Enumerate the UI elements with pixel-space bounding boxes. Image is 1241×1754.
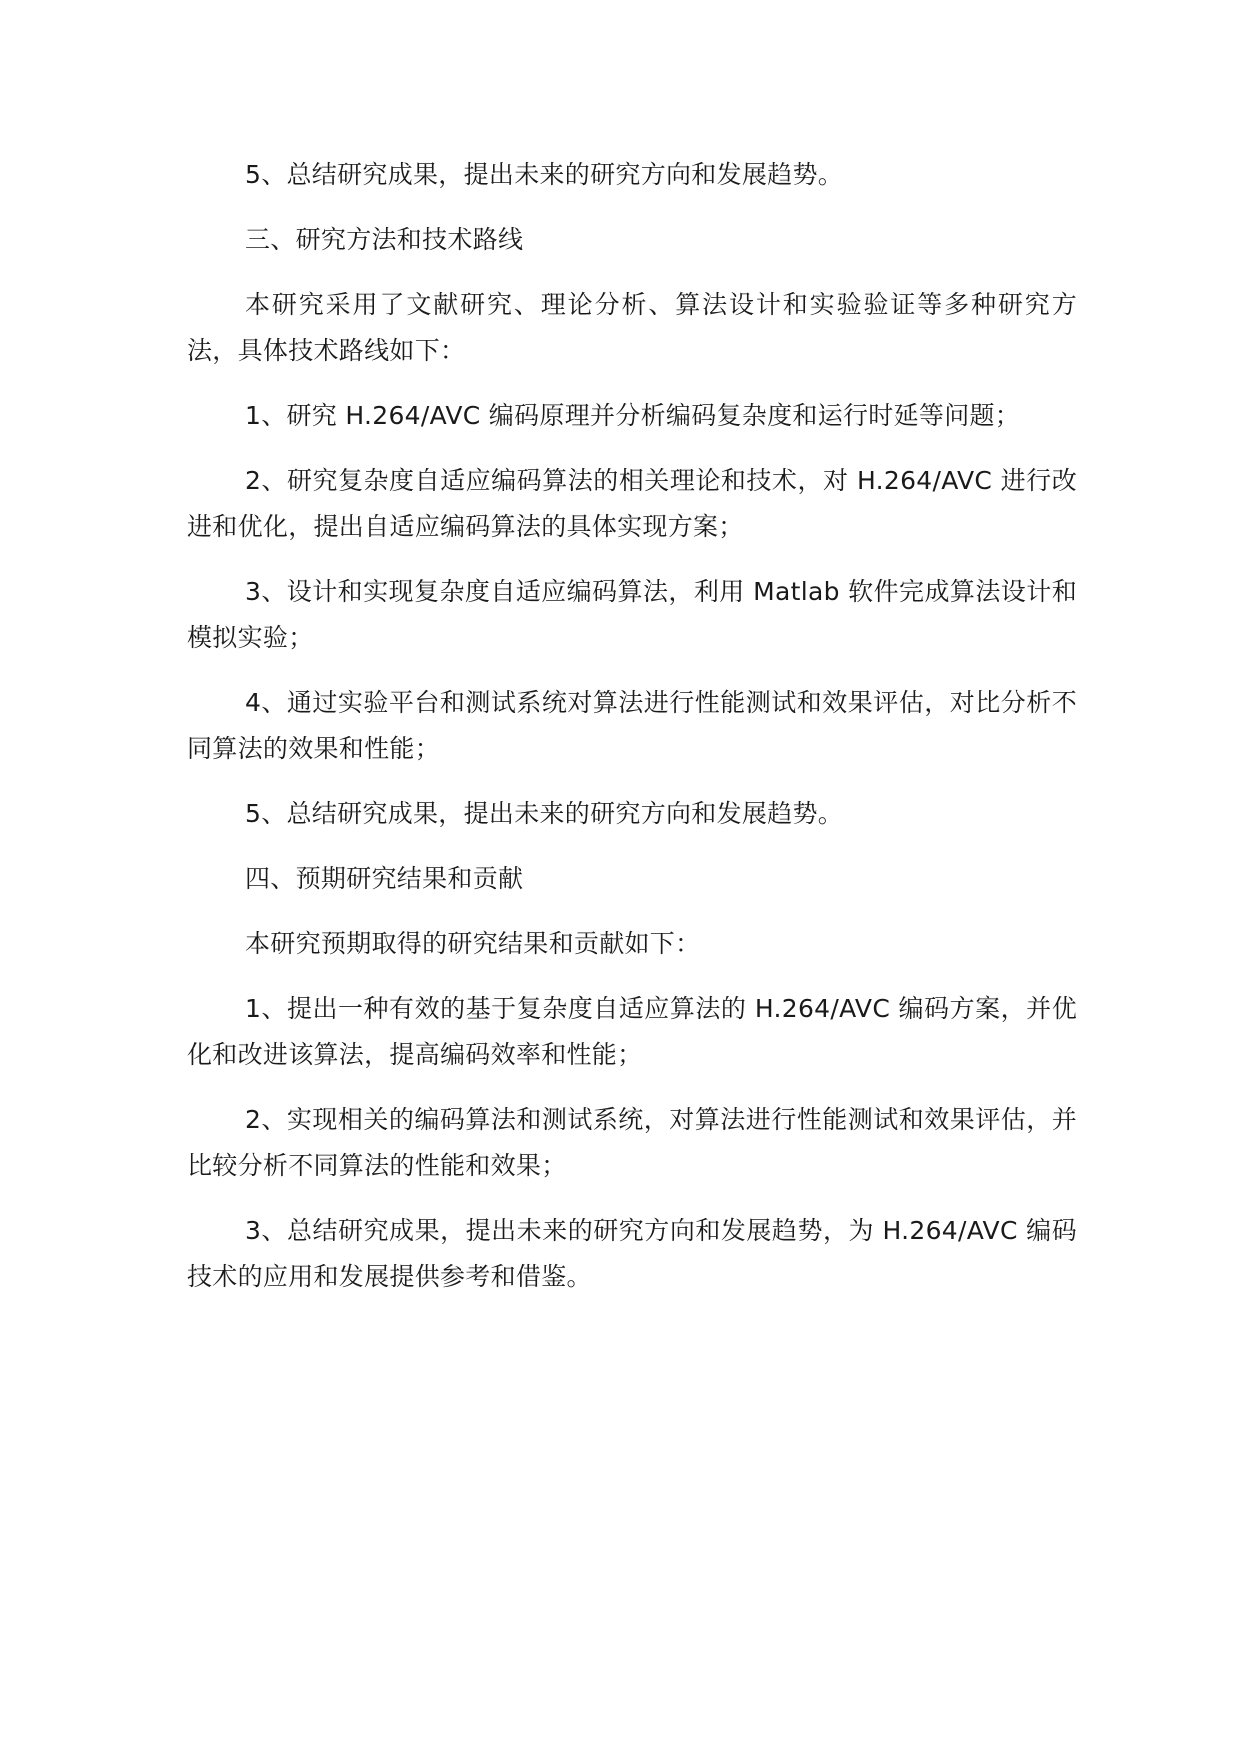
list-item-result-1: 1、提出一种有效的基于复杂度自适应算法的 H.264/AVC 编码方案，并优化和改进该算法，提高编码效率和性能； [187, 994, 1077, 1069]
list-item-route-5: 5、总结研究成果，提出未来的研究方向和发展趋势。 [245, 799, 844, 828]
list-item-route-4: 4、通过实验平台和测试系统对算法进行性能测试和效果评估，对比分析不同算法的效果和性能； [187, 688, 1077, 763]
list-item-route-1: 1、研究 H.264/AVC 编码原理并分析编码复杂度和运行时延等问题； [245, 401, 1021, 430]
list-item-result-2: 2、实现相关的编码算法和测试系统，对算法进行性能测试和效果评估，并比较分析不同算法的性能和效果； [187, 1105, 1077, 1180]
document-body [187, 152, 1077, 1319]
section-heading-methods: 三、研究方法和技术路线 [245, 225, 524, 254]
paragraph-summary-5a: 5、总结研究成果，提出未来的研究方向和发展趋势。 [245, 160, 844, 189]
list-item-result-3: 3、总结研究成果，提出未来的研究方向和发展趋势，为 H.264/AVC 编码技术的应用和发展提供参考和借鉴。 [187, 1216, 1077, 1291]
paragraph-methods-intro: 本研究采用了文献研究、理论分析、算法设计和实验验证等多种研究方法，具体技术路线如下： [187, 290, 1077, 365]
list-item-route-2: 2、研究复杂度自适应编码算法的相关理论和技术，对 H.264/AVC 进行改进和优化，提出自适应编码算法的具体实现方案； [187, 466, 1077, 541]
list-item-route-3: 3、设计和实现复杂度自适应编码算法，利用 Matlab 软件完成算法设计和模拟实验； [187, 577, 1077, 652]
section-heading-results: 四、预期研究结果和贡献 [245, 864, 524, 893]
paragraph-results-intro: 本研究预期取得的研究结果和贡献如下： [245, 929, 701, 958]
